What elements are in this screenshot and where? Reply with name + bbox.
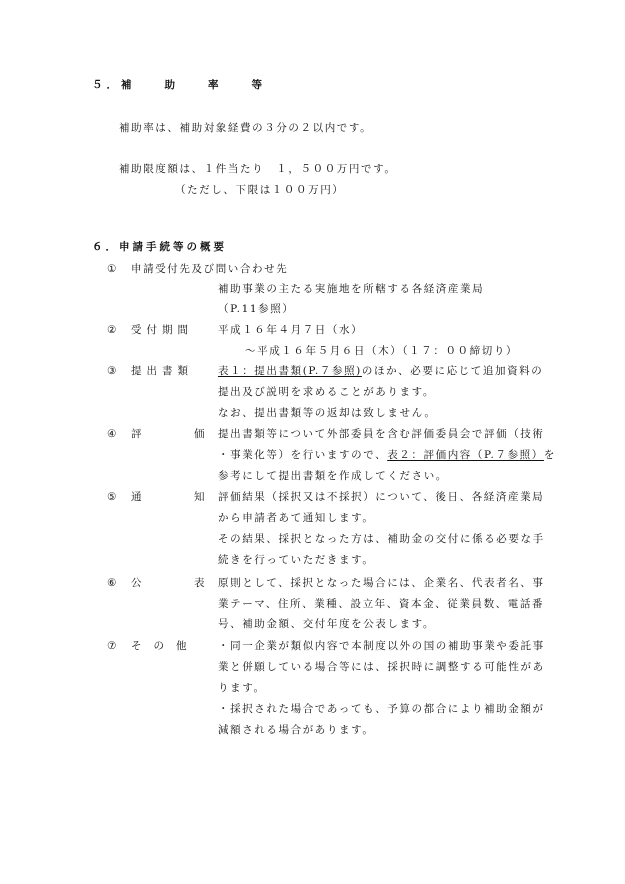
section-6-heading: ６．申請手続等の概要 — [92, 241, 227, 253]
item-text-line: （P.11参照） — [218, 303, 295, 315]
item-label: 申請受付先及び問い合わせ先 — [131, 263, 289, 275]
item-text-line: ～平成１６年５月６日（木）（１７：００締切り） — [245, 345, 519, 357]
table-1-reference[interactable]: 表１：提出書類(P.７参照) — [218, 365, 362, 377]
item-text-line: ・採択された場合であっても、予算の都合により補助金額が — [218, 703, 545, 715]
item-text-line: 補助事業の主たる実施地を所轄する各経済産業局 — [218, 283, 485, 295]
item-number: ⑥ — [107, 577, 119, 589]
item-text-line: 業と併願している場合等には、採択時に調整する可能性があ — [218, 661, 545, 673]
item-text-line: 平成１６年４月７日（水） — [218, 324, 364, 336]
item-text-line: なお、提出書類等の返却は致しません。 — [218, 407, 437, 419]
item-number: ③ — [107, 365, 119, 377]
item-label: 提出書類 — [131, 365, 193, 377]
item-text-line: 評価結果（採択又は不採択）について、後日、各経済産業局 — [218, 491, 545, 503]
section-5-heading: ５．補 助 率 等 — [92, 79, 266, 91]
item-text-line: 号、補助金額、交付年度を公表します。 — [218, 618, 435, 630]
item-text-line: 減額される場合があります。 — [218, 724, 375, 736]
lower-limit-text: （ただし、下限は１００万円） — [175, 184, 345, 196]
item-text-line: 参考にして提出書類を作成してください。 — [218, 470, 448, 482]
item-label: 受付期間 — [131, 324, 193, 336]
item-text-line: 表１：提出書類(P.７参照)のほか、必要に応じて追加資料の — [218, 365, 544, 377]
item-label: 評 価 — [131, 428, 226, 440]
item-text-line: 提出及び説明を求めることがあります。 — [218, 386, 435, 398]
item-number: ② — [107, 324, 119, 336]
item-number: ④ — [107, 428, 119, 440]
item-label: 公 表 — [131, 577, 226, 589]
item-number: ⑤ — [107, 491, 119, 503]
item-text-line: 業テーマ、住所、業種、設立年、資本金、従業員数、電話番 — [218, 598, 545, 610]
item-number: ⑦ — [107, 640, 119, 652]
item-text-line: その結果、採択となった方は、補助金の交付に係る必要な手 — [218, 533, 545, 545]
item-text-line: 原則として、採択となった場合には、企業名、代表者名、事 — [218, 577, 545, 589]
item-text-line: から申請者あて通知します。 — [218, 512, 375, 524]
item-text-line: 提出書類等について外部委員を含む評価委員会で評価（技術 — [218, 428, 545, 440]
item-text-line: ります。 — [218, 682, 266, 694]
item-number: ① — [107, 263, 119, 275]
item-label: その他 — [131, 640, 199, 652]
item-text-line: ・事業化等）を行いますので、表２：評価内容（P.７参照）を — [218, 449, 556, 461]
item-text-line: 続きを行っていただきます。 — [218, 554, 375, 566]
table-2-reference[interactable]: 表２：評価内容（P.７参照） — [387, 449, 544, 461]
subsidy-limit-text: 補助限度額は、１件当たり １，５００万円です。 — [119, 163, 397, 175]
subsidy-rate-text: 補助率は、補助対象経費の３分の２以内です。 — [119, 122, 373, 134]
item-text-line: ・同一企業が類似内容で本制度以外の国の補助事業や委託事 — [218, 640, 545, 652]
item-label: 通 知 — [131, 491, 226, 503]
